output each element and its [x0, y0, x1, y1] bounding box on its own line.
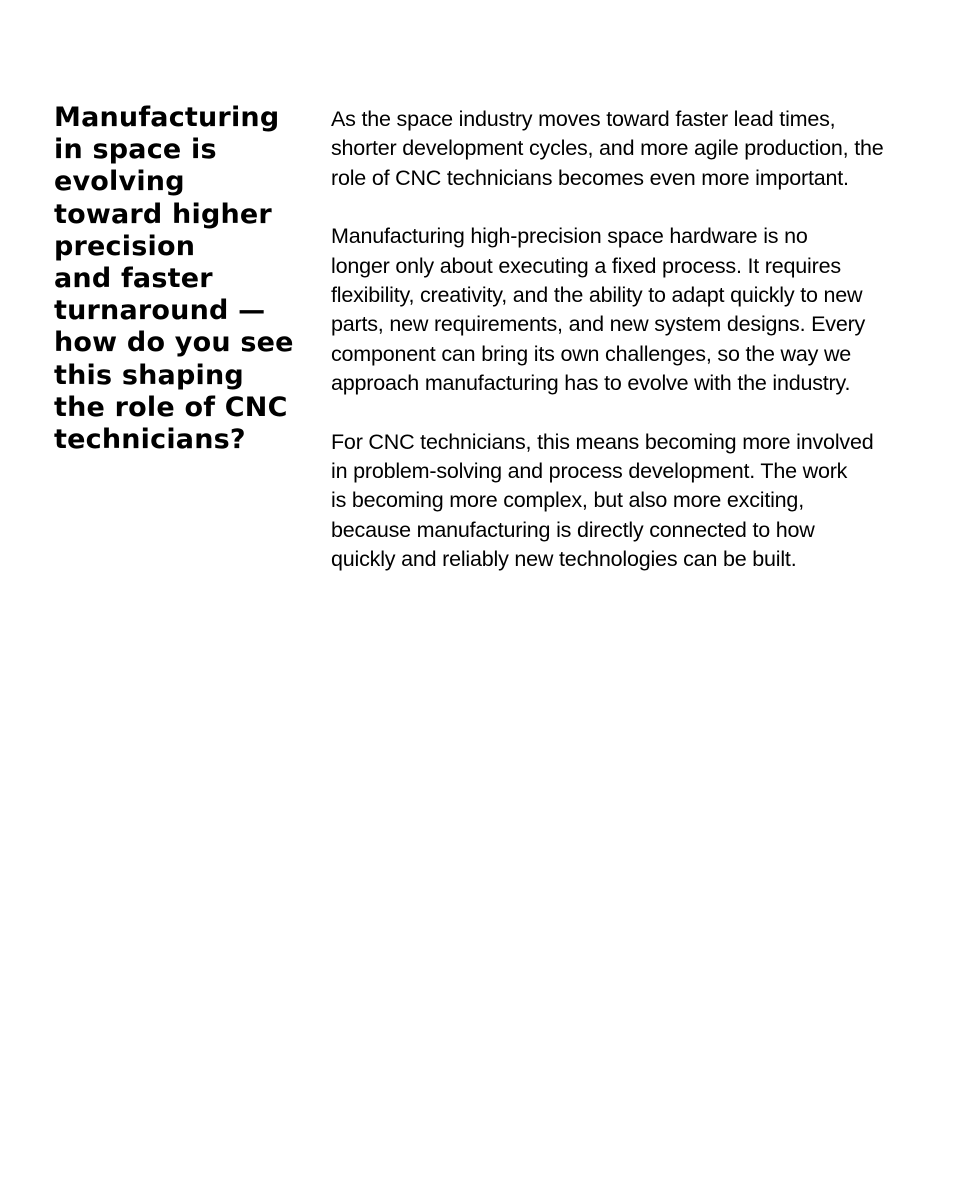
- answer-line: Manufacturing high-precision space hardware is no: [331, 224, 808, 249]
- question-line: and faster: [54, 263, 213, 295]
- answer-line: flexibility, creativity, and the ability to adapt quickly to new: [331, 282, 863, 307]
- answer-line: parts, new requirements, and new system designs. Every: [331, 312, 866, 337]
- answer-line: longer only about executing a fixed process. It requires: [331, 253, 841, 278]
- question-line: Manufacturing: [54, 102, 280, 133]
- question-line: toward higher: [54, 198, 272, 230]
- answer-paragraph-1: [331, 105, 931, 193]
- question-line: in space is: [54, 134, 217, 166]
- interview-question: [54, 102, 304, 456]
- answer-line: component can bring its own challenges, so the way we: [331, 341, 852, 366]
- answer-paragraph-3: [331, 428, 931, 574]
- question-line: technicians?: [54, 424, 246, 456]
- answer-line: in problem-solving and process development. The work: [331, 458, 848, 483]
- interview-answer: [331, 105, 931, 604]
- question-line: precision: [54, 230, 196, 262]
- answer-paragraph-2: [331, 222, 931, 398]
- question-line: this shaping: [54, 359, 244, 391]
- answer-line: As the space industry moves toward faster lead times,: [331, 107, 836, 131]
- question-line: turnaround —: [54, 295, 266, 327]
- answer-line: For CNC technicians, this means becoming more involved: [331, 429, 874, 454]
- answer-line: quickly and reliably new technologies can be built.: [331, 546, 797, 571]
- question-line: how do you see: [54, 327, 294, 359]
- answer-line: shorter development cycles, and more agile production, the: [331, 136, 884, 161]
- answer-line: because manufacturing is directly connected to how: [331, 517, 815, 542]
- question-line: the role of CNC: [54, 391, 288, 423]
- question-line: evolving: [54, 166, 185, 198]
- answer-line: role of CNC technicians becomes even more important.: [331, 165, 849, 190]
- answer-line: is becoming more complex, but also more exciting,: [331, 488, 804, 513]
- answer-line: approach manufacturing has to evolve with the industry.: [331, 370, 851, 395]
